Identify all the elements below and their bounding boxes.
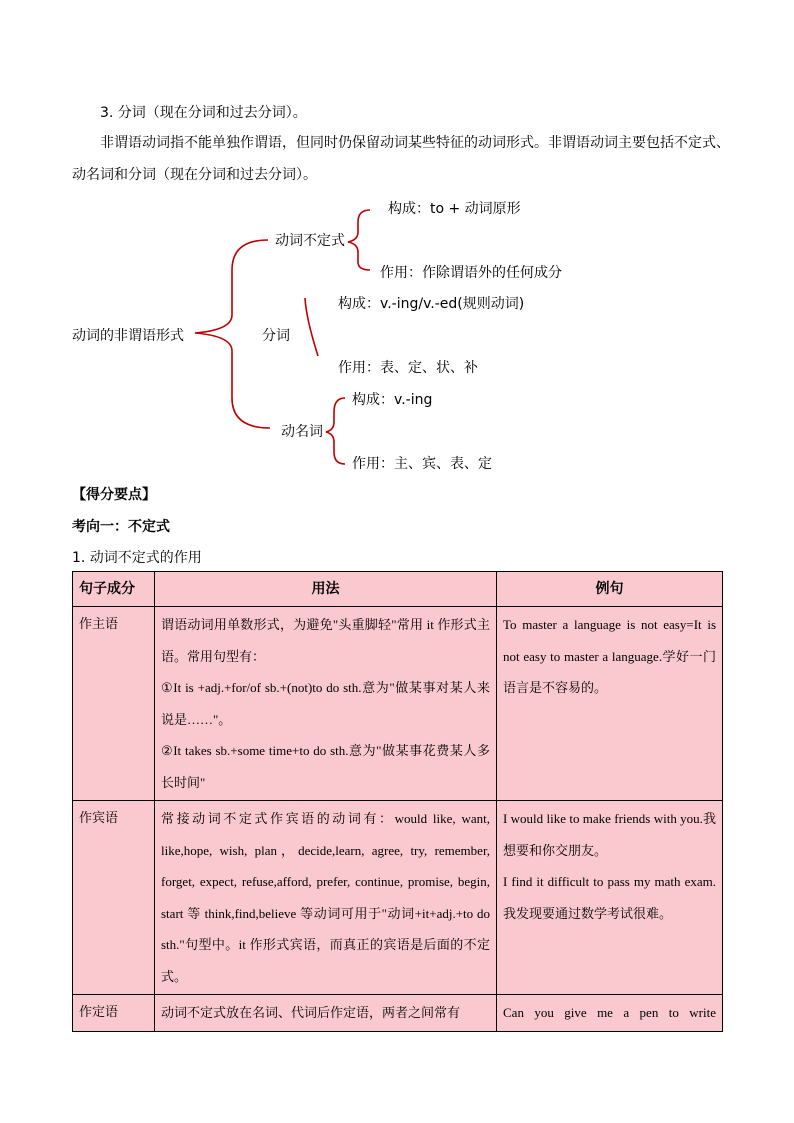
header-usage: 用法 [155, 572, 497, 607]
header-role: 句子成分 [73, 572, 155, 607]
branch-infinitive: 动词不定式 [275, 233, 345, 249]
table-row [73, 607, 723, 801]
example-cell [497, 995, 723, 1032]
header-example: 例句 [497, 572, 723, 607]
branch-gerund: 动名词 [281, 424, 323, 440]
usage-line: 动词不定式放在名词、代词后作定语，两者之间常有 [161, 1005, 461, 1020]
role-cell: 作定语 [73, 995, 155, 1032]
diagram-root: 动词的非谓语形式 [72, 328, 184, 344]
usage-line: 谓语动词用单数形式，为避免"头重脚轻"常用 it 作形式主语。常用句型有： [161, 617, 490, 664]
key-points-heading: 【得分要点】 [72, 487, 156, 503]
gerund-brace [326, 398, 345, 464]
gerund-use: 作用：主、宾、表、定 [352, 456, 492, 472]
usage-cell [155, 607, 497, 801]
usage-line: ②It takes sb.+some time+to do sth.意为"做某事花费某人多长时间" [161, 743, 490, 790]
example-line: To master a language is not easy=It is not easy to master a language.学好一门语言是不容易的。 [503, 617, 716, 695]
table-subtitle: 1. 动词不定式的作用 [72, 550, 202, 566]
infinitive-use: 作用：作除谓语外的任何成分 [380, 265, 562, 281]
example-line: I would like to make friends with you.我想要和你交朋友。 [503, 811, 716, 858]
intro-paragraph: 非谓语动词指不能单独作谓语，但同时仍保留动词某些特征的动词形式。非谓语动词主要包括不定式、动名词和分词（现在分词和过去分词）。 [72, 135, 730, 183]
root-brace [195, 240, 270, 428]
example-cell [497, 801, 723, 995]
infinitive-form: 构成：to + 动词原形 [388, 201, 521, 217]
example-line: I find it difficult to pass my math exam.我发现要通过数学考试很难。 [503, 874, 716, 921]
participle-form: 构成：v.-ing/v.-ed(规则动词) [338, 296, 525, 312]
usage-line: 常接动词不定式作宾语的动词有：would like, want, like,hope, wish, plan，decide,learn, agree, try, remember, forget, expect, refuse,afford, prefer, continue, promise, begin, start 等 think,find,believe 等动词可用于"动词+it+adj.+to do sth."句型中。it 作形式宾语，而真正的宾语是后面的不定式。 [161, 811, 490, 984]
participle-brace [305, 298, 318, 356]
branch-participle: 分词 [262, 328, 290, 344]
usage-line: ①It is +adj.+for/of sb.+(not)to do sth.意为"做某事对某人来说是……"。 [161, 680, 490, 727]
example-line: Can you give me a pen to write [503, 1005, 716, 1020]
role-cell: 作宾语 [73, 801, 155, 995]
section-heading: 3. 分词（现在分词和过去分词）。 [100, 105, 307, 121]
participle-use: 作用：表、定、状、补 [338, 360, 478, 376]
table-row [73, 801, 723, 995]
infinitive-brace [348, 210, 370, 270]
direction-heading: 考向一：不定式 [72, 519, 170, 535]
infinitive-usage-table [72, 571, 723, 1032]
usage-cell [155, 801, 497, 995]
table-row [73, 995, 723, 1032]
usage-cell [155, 995, 497, 1032]
role-cell: 作主语 [73, 607, 155, 801]
gerund-form: 构成：v.-ing [352, 392, 433, 408]
table-header-row [73, 572, 723, 607]
example-cell [497, 607, 723, 801]
